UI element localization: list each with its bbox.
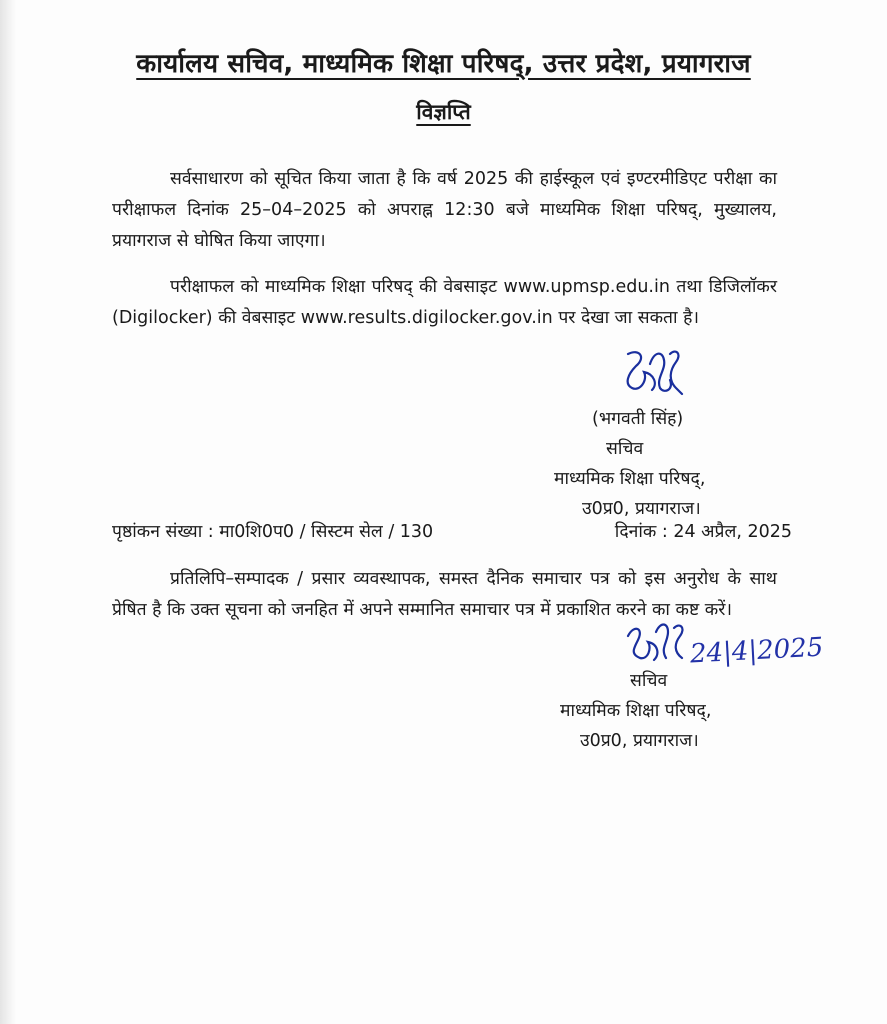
signatory-place: उ0प्र0, प्रयागराज। [582,499,701,519]
endorsement-reference-line [112,519,792,543]
signature-block-2 [540,666,790,756]
signatory-office: माध्यमिक शिक्षा परिषद्, [560,701,712,721]
signature-block-1 [540,404,790,524]
signatory-designation: सचिव [630,671,668,691]
notice-label-text: विज्ञप्ति [416,100,471,124]
announcement-paragraph: सर्वसाधारण को सूचित किया जाता है कि वर्ष 2025 की हाईस्कूल एवं इण्टरमीडिएट परीक्षा का परीक्षाफल दिनांक 25–04–2025 को अपराह्न 12:30 बजे माध्यमिक शिक्षा परिषद्, मुख्यालय, प्रयागराज से घोषित किया जाएगा। [112,168,777,251]
signatory-place: उ0प्र0, प्रयागराज। [580,731,699,751]
notice-label [0,98,887,126]
signatory-name: (भगवती सिंह) [592,409,684,429]
page-edge-shadow [0,0,16,1024]
signatory-designation: सचिव [606,439,644,459]
handwritten-date: 24|4|2025 [689,632,825,670]
copy-to-paragraph: प्रतिलिपि–सम्पादक / प्रसार व्यवस्थापक, समस्त दैनिक समाचार पत्र को इस अनुरोध के साथ प्रेषित है कि उक्त सूचना को जनहित में अपने सम्मानित समाचार पत्र में प्रकाशित करने का कष्ट करें। [112,568,777,620]
reference-date: दिनांक : 24 अप्रैल, 2025 [614,522,792,542]
reference-number: पृष्ठांकन संख्या : मा0शि0प0 / सिस्टम सेल / 130 [112,522,434,542]
signatory-office: माध्यमिक शिक्षा परिषद्, [554,469,706,489]
office-heading [0,44,887,80]
office-heading-text: कार्यालय सचिव, माध्यमिक शिक्षा परिषद्, उत्तर प्रदेश, प्रयागराज [136,49,751,79]
signature-mark-icon [620,618,692,666]
website-paragraph: परीक्षाफल को माध्यमिक शिक्षा परिषद् की वेबसाइट www.upmsp.edu.in तथा डिजिलॉकर (Digilocker) की वेबसाइट www.results.digilocker.gov.in पर देखा जा सकता है। [112,276,777,328]
signature-mark-icon [610,344,690,400]
